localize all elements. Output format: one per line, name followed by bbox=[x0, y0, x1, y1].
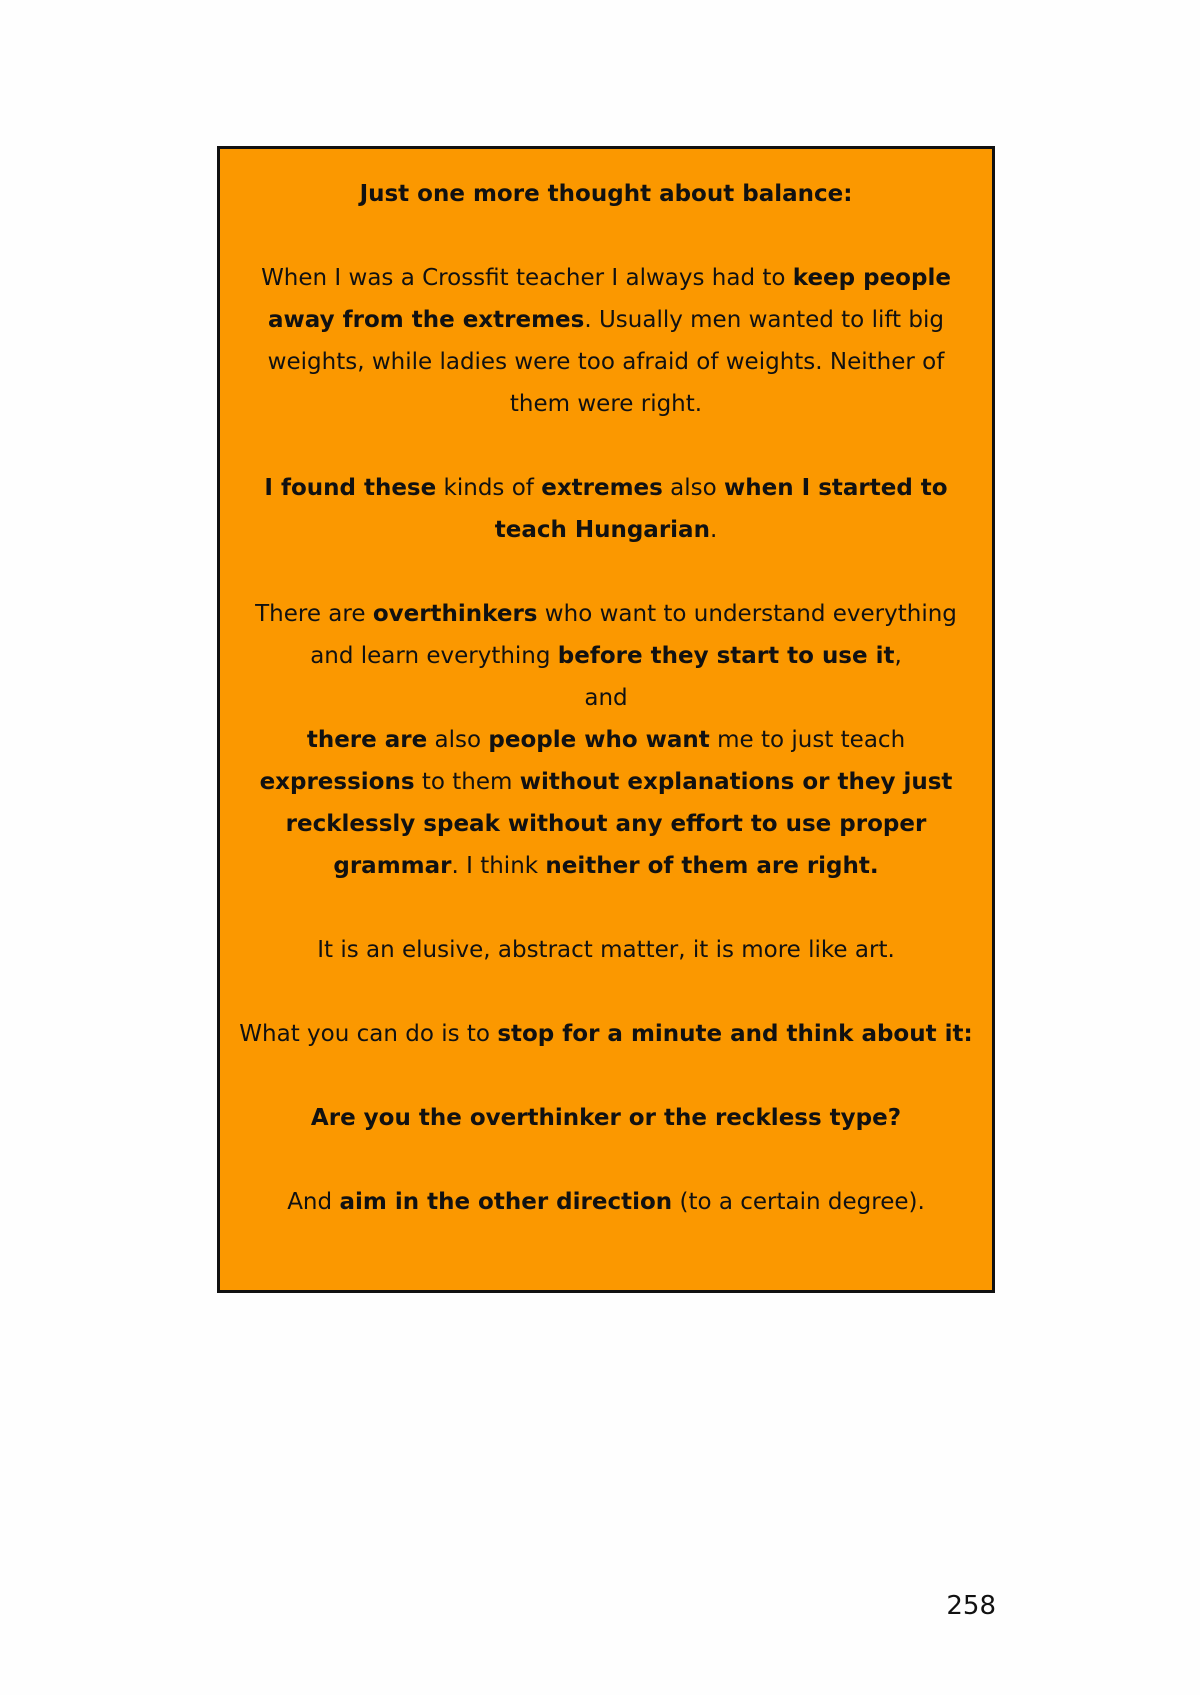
text-run: (to a certain degree). bbox=[672, 1189, 925, 1215]
text-run: . bbox=[709, 517, 718, 543]
page-number: 258 bbox=[946, 1591, 996, 1621]
paragraph-art: It is an elusive, abstract matter, it is more like art. bbox=[317, 937, 895, 963]
text-run: me to just teach bbox=[709, 727, 906, 753]
text-run: before they start to use it bbox=[557, 643, 895, 669]
text-box bbox=[217, 146, 995, 1293]
question-line: Are you the overthinker or the reckless type? bbox=[310, 1105, 902, 1131]
text-run: keep people away from the extremes bbox=[268, 265, 951, 333]
text-run: stop for a minute and think about it: bbox=[497, 1021, 973, 1047]
text-run: What you can do is to bbox=[239, 1021, 498, 1047]
text-run: people who want bbox=[488, 727, 710, 753]
text-run: There are bbox=[255, 601, 373, 627]
paragraph-stop bbox=[238, 1013, 974, 1055]
text-run: expressions bbox=[259, 769, 415, 795]
text-run: neither of them are right. bbox=[545, 853, 879, 879]
text-run: also bbox=[427, 727, 489, 753]
text-run: without explanations or they just recklessly speak without any effort to use proper grammar bbox=[285, 769, 953, 879]
text-run: I found these bbox=[264, 475, 437, 501]
text-run: . I think bbox=[451, 853, 546, 879]
text-run: , bbox=[894, 643, 902, 669]
text-run: there are bbox=[306, 727, 428, 753]
paragraph-crossfit bbox=[238, 257, 974, 425]
text-run: extremes bbox=[541, 475, 663, 501]
text-run: when I started to teach Hungarian bbox=[494, 475, 948, 543]
and-word: and bbox=[584, 685, 628, 711]
paragraph-reckless bbox=[238, 719, 974, 887]
text-run: When I was a Crossfit teacher I always had to bbox=[261, 265, 793, 291]
text-run: And bbox=[287, 1189, 340, 1215]
paragraph-overthinkers bbox=[238, 593, 974, 677]
text-run: aim in the other direction bbox=[339, 1189, 673, 1215]
text-run: who want to understand everything and learn everything bbox=[310, 601, 957, 669]
paragraph-aim bbox=[238, 1181, 974, 1223]
text-run: kinds of bbox=[436, 475, 542, 501]
text-run: overthinkers bbox=[372, 601, 538, 627]
text-run: . Usually men wanted to lift big weights, while ladies were too afraid of weights. Neither of them were right. bbox=[267, 307, 945, 417]
box-heading: Just one more thought about balance: bbox=[359, 181, 853, 207]
paragraph-extremes bbox=[238, 467, 974, 551]
text-run: also bbox=[662, 475, 725, 501]
text-run: to them bbox=[414, 769, 520, 795]
